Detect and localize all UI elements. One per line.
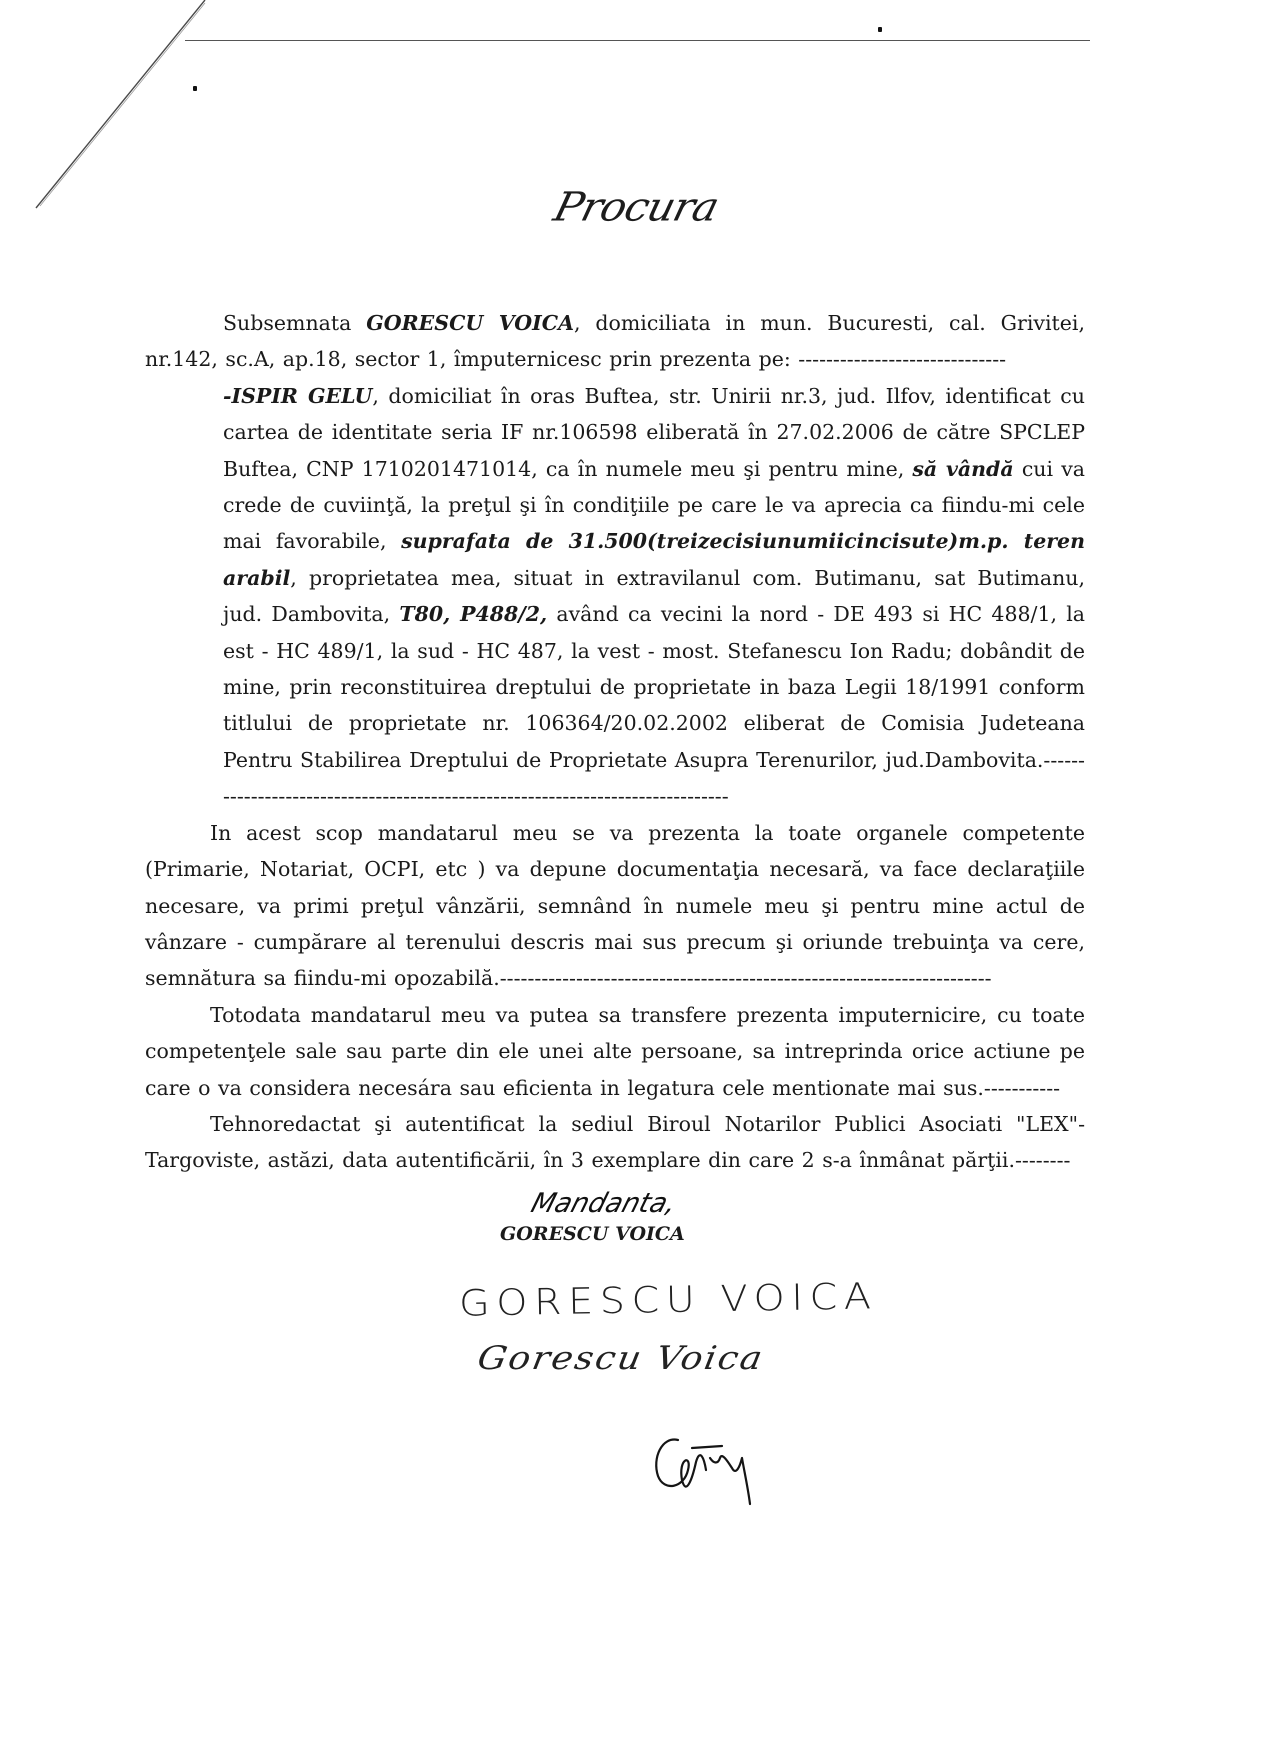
handwritten-name-cursive: Gorescu Voica	[474, 1340, 767, 1377]
paragraph-1: Subsemnata GORESCU VOICA, domiciliata in mun. Bucuresti, cal. Grivitei, nr.142, sc.A, ap.18, sector 1, împuternicesc prin prezenta pe: ------------------------------	[145, 311, 1085, 372]
land-area: suprafata de 31.500(treizecisiunumiicincisute)m.p. teren arabil	[223, 529, 1085, 590]
scan-speck	[878, 27, 882, 32]
scan-speck	[193, 86, 197, 91]
paragraph-4: Totodata mandatarul meu va putea sa transfere prezenta imputernicire, cu toate competenţele sale sau parte din ele unei alte persoane, sa intreprinda orice actiune pe care o va considera necesára sau eficienta in legatura cele mentionate mai sus.-----------	[145, 1002, 1085, 1100]
handwritten-name-caps: GORESCU VOICA	[458, 1276, 878, 1325]
paragraph-2: -ISPIR GELU, domiciliat în oras Buftea, str. Unirii nr.3, jud. Ilfov, identificat cu cartea de identitate seria IF nr.106598 eliberată în 27.02.2006 de către SPCLEP Buftea, CNP 1710201471014, ca în numele meu şi pentru mine, să vândă cui va crede de cuviinţă, la preţul şi în condiţiile pe care le va aprecia ca fiindu-mi cele mai favorabile, suprafata de 31.500(treizecisiunumiicincisute)m.p. teren arabil, proprietatea mea, situat in extravilanul com. Butimanu, sat Butimanu, jud. Dambovita, T80, P488/2, având ca vecini la nord - DE 493 si HC 488/1, la est - HC 489/1, la sud - HC 487, la vest - most. Stefanescu Ion Radu; dobândit de mine, prin reconstituirea dreptului de proprietate in baza Legii 18/1991 conform titlului de proprietate nr. 106364/20.02.2002 eliberat de Comisia Judeteana Pentru Stabilirea Dreptului de Proprietate Asupra Terenurilor, jud.Dambovita.-------------------------------------------------------------------------------	[223, 383, 1086, 809]
scan-top-border	[185, 40, 1090, 41]
document-title: Procura	[549, 183, 724, 230]
mandanta-label: Mandanta,	[527, 1188, 680, 1219]
paragraph-5: Tehnoredactat şi autentificat la sediul Biroul Notarilor Publici Asociati "LEX"- Targoviste, astăzi, data autentificării, în 3 exemplare din care 2 s-a înmânat părţii.--------	[145, 1111, 1085, 1173]
document-body	[145, 305, 1085, 1179]
signature-block	[470, 1188, 770, 1245]
folded-corner	[0, 0, 210, 230]
paragraph-3: In acest scop mandatarul meu se va prezenta la toate organele competente (Primarie, Notariat, OCPI, etc ) va depune documentaţia necesară, va face declaraţiile necesare, va primi preţul vânzării, semnând în numele meu şi pentru mine actul de vânzare - cumpărare al terenului descris mai sus precum şi oriunde trebuinţa va cere, semnătura sa fiindu-mi opozabilă.-----------------------------------------------------------------------	[145, 820, 1085, 991]
handwritten-signature	[648, 1418, 778, 1508]
principal-name: GORESCU VOICA	[366, 311, 574, 335]
land-parcel: T80, P488/2,	[399, 602, 548, 627]
signatory-name: GORESCU VOICA	[500, 1223, 685, 1245]
agent-name: -ISPIR GELU	[223, 383, 373, 408]
